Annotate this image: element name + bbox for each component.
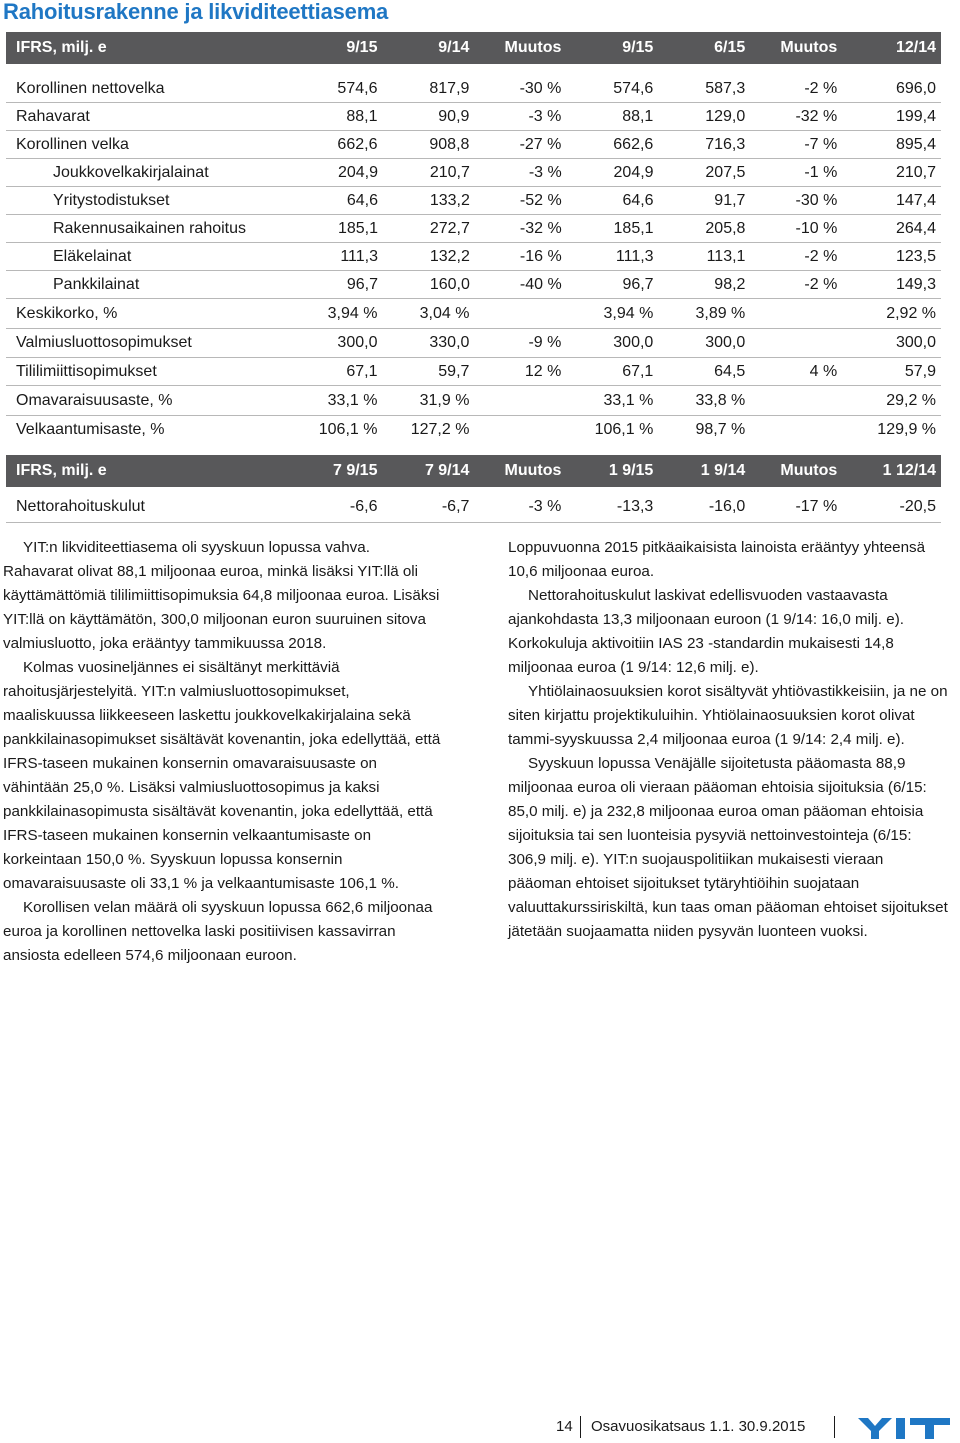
table-cell: 204,9	[613, 163, 654, 181]
table-row	[6, 131, 941, 159]
header-col: Muutos	[780, 462, 838, 479]
table-cell: 33,8 %	[695, 391, 746, 409]
row-label: Valmiusluottosopimukset	[16, 334, 192, 351]
table-cell: -2 %	[804, 247, 838, 265]
table-header	[6, 32, 941, 64]
table-cell: 113,1	[706, 247, 746, 265]
table-cell: 300,0	[705, 334, 746, 351]
paragraph: Syyskuun lopussa Venäjälle sijoitetusta pääomasta 88,9 miljoonaa euroa oli vieraan pääoman ehtoisia sijoituksia (6/15: 85,0 milj. e) ja 232,8 miljoonaa euroa oman pääoman ehtoisia sijoituksia tai sen luonteisia pysyviä nettoinvestointeja (6/15: 306,9 milj. e). YIT:n suojauspolitiikan mukaisesti vieraan pääoman ehtoiset sijoitukset tytäryhtiöihin suojataan valuuttakurssiriskiltä, kun taas oman pääoman ehtoiset sijoitukset jätetään suojaamatta niiden pysyvän luonteen vuoksi.	[508, 755, 948, 940]
table-cell: -16 %	[519, 247, 562, 265]
table-cell: -52 %	[519, 191, 562, 209]
header-label: IFRS, milj. e	[16, 39, 107, 56]
table-cell: -10 %	[795, 219, 838, 237]
table-cell: 330,0	[429, 334, 470, 351]
table-row	[6, 329, 941, 358]
row-label: Korollinen nettovelka	[16, 79, 165, 97]
table-cell: 3,94 %	[603, 304, 654, 322]
table-cell: -13,3	[616, 497, 654, 515]
row-label: Korollinen velka	[16, 135, 129, 153]
table-cell: 88,1	[622, 107, 654, 125]
table-cell: 160,0	[429, 275, 470, 293]
table-row	[6, 491, 941, 523]
left-text-column	[3, 536, 443, 968]
table-cell: 662,6	[613, 135, 654, 153]
document-title: Osavuosikatsaus 1.1. 30.9.2015	[591, 1418, 806, 1435]
table-cell: 91,7	[714, 191, 746, 209]
header-col: 7 9/15	[332, 462, 378, 479]
table-cell: 264,4	[895, 219, 936, 237]
table-cell: 185,1	[337, 219, 378, 237]
table-cell: -9 %	[528, 334, 562, 351]
table-cell: 111,3	[615, 247, 654, 265]
table-cell: 64,5	[714, 362, 746, 380]
paragraph: Kolmas vuosineljännes ei sisältänyt merkittäviä rahoitusjärjestelyitä. YIT:n valmiusluottosopimukset, maaliskuussa liikkeeseen laskettu joukkovelkakirjalaina sekä pankkilainasopimukset sisältävät kovenantin, joka edellyttää, että IFRS-taseen mukainen konsernin omavaraisuusaste on vähintään 25,0 %. Lisäksi valmiusluottosopimus ja kaksi pankkilainasopimusta sisältävät kovenantin, joka edellyttää, että IFRS-taseen mukainen konsernin velkaantumisaste on korkeintaan 150,0 %. Syyskuun lopussa konsernin omavaraisuusaste oli 33,1 % ja velkaantumisaste 106,1 %.	[3, 659, 441, 892]
table-cell: 64,6	[346, 191, 378, 209]
table-cell: 817,9	[429, 79, 470, 97]
table-cell: 662,6	[337, 135, 378, 153]
table-cell: 90,9	[438, 107, 470, 125]
table-cell: -30 %	[795, 191, 838, 209]
table-row	[6, 215, 941, 243]
table-cell: 300,0	[337, 334, 378, 351]
table-row	[6, 187, 941, 215]
table-cell: 574,6	[337, 79, 378, 97]
page-number: 14	[556, 1418, 573, 1435]
row-label: Keskikorko, %	[16, 304, 118, 322]
table-cell: 149,3	[895, 275, 936, 293]
row-label: Nettorahoituskulut	[16, 497, 145, 515]
table-cell: 88,1	[346, 107, 378, 125]
header-col: 9/15	[622, 39, 654, 56]
balance-table	[6, 32, 941, 444]
right-text-column	[508, 536, 948, 944]
table-cell: 33,1 %	[327, 391, 378, 409]
table-row	[6, 271, 941, 299]
table-cell: 587,3	[705, 79, 746, 97]
table-cell: 64,6	[622, 191, 654, 209]
header-col: Muutos	[780, 39, 838, 56]
table-cell: 31,9 %	[419, 391, 470, 409]
table-row	[6, 75, 941, 103]
footer-divider	[580, 1416, 581, 1438]
table-cell: 127,2 %	[410, 421, 470, 438]
table-row	[6, 243, 941, 271]
table-cell: 106,1 %	[594, 421, 654, 438]
row-label: Eläkelainat	[53, 247, 132, 265]
table-cell: 96,7	[346, 275, 378, 293]
page-footer	[0, 1416, 960, 1440]
table-cell: -27 %	[519, 135, 562, 153]
table-cell: -17 %	[795, 497, 838, 515]
header-col: 9/14	[438, 39, 470, 56]
table-cell: 908,8	[429, 135, 470, 153]
table-cell: 96,7	[622, 275, 654, 293]
table-cell: 2,92 %	[886, 304, 937, 322]
table-cell: -7 %	[804, 135, 838, 153]
header-label: IFRS, milj. e	[16, 462, 107, 479]
table-cell: 204,9	[337, 163, 378, 181]
table-cell: -2 %	[804, 275, 838, 293]
table-cell: 12 %	[524, 362, 562, 380]
row-label: Yritystodistukset	[53, 191, 170, 209]
table-cell: -6,7	[441, 497, 470, 515]
table-cell: 147,4	[895, 191, 936, 209]
table-cell: -2 %	[804, 79, 838, 97]
table-cell: 111,3	[340, 247, 378, 265]
row-label: Pankkilainat	[53, 275, 140, 293]
table-cell: 716,3	[705, 135, 746, 153]
paragraph: YIT:n likviditeettiasema oli syyskuun lopussa vahva. Rahavarat olivat 88,1 miljoonaa euroa, minkä lisäksi YIT:llä oli käyttämättömiä tililimiittisopimuksia 64,8 miljoonaa euroa. Lisäksi YIT:llä on käyttämätön, 300,0 miljoonan euron suuruinen sitova valmiusluotto, joka erääntyy tammikuussa 2018.	[3, 539, 440, 652]
table-body	[6, 75, 941, 444]
table-row	[6, 358, 941, 386]
row-label: Tililimiittisopimukset	[16, 362, 157, 380]
row-label: Velkaantumisaste, %	[16, 421, 165, 438]
table-cell: 210,7	[429, 163, 470, 181]
table-cell: 123,5	[895, 247, 936, 265]
table-cell: 133,2	[429, 191, 470, 209]
table-cell: 272,7	[429, 219, 470, 237]
table-cell: -1 %	[804, 163, 838, 181]
table-cell: 132,2	[429, 247, 470, 265]
table-cell: 57,9	[904, 362, 937, 380]
table-cell: 4 %	[809, 362, 838, 380]
header-col: Muutos	[504, 462, 562, 479]
table-cell: 33,1 %	[603, 391, 654, 409]
page-title: Rahoitusrakenne ja likviditeettiasema	[3, 0, 389, 24]
table-header	[6, 455, 941, 487]
table-row	[6, 159, 941, 187]
row-label: Rakennusaikainen rahoitus	[53, 219, 247, 237]
table-cell: 29,2 %	[886, 391, 937, 409]
table-cell: 98,7 %	[695, 421, 746, 438]
row-label: Rahavarat	[16, 107, 90, 125]
table-cell: 696,0	[895, 79, 937, 97]
table-cell: 895,4	[895, 135, 937, 153]
table-cell: 59,7	[438, 362, 470, 380]
table-cell: 129,0	[705, 107, 746, 125]
finance-cost-table	[6, 455, 941, 523]
header-col: 9/15	[346, 39, 378, 56]
table-cell: -20,5	[899, 497, 937, 515]
table-cell: 3,94 %	[327, 304, 378, 322]
table-cell: -3 %	[528, 107, 562, 125]
table-cell: -3 %	[528, 497, 562, 515]
table-cell: 67,1	[622, 362, 654, 380]
paragraph: Loppuvuonna 2015 pitkäaikaisista lainoista erääntyy yhteensä 10,6 miljoonaa euroa.	[508, 539, 926, 580]
table-row	[6, 103, 941, 131]
table-cell: 185,1	[613, 219, 654, 237]
header-col: Muutos	[504, 39, 562, 56]
table-cell: -3 %	[528, 163, 562, 181]
paragraph: Korollisen velan määrä oli syyskuun lopussa 662,6 miljoonaa euroa ja korollinen nettovelka laski positiivisen kassavirran ansiosta edelleen 574,6 miljoonaan euroon.	[3, 899, 433, 964]
table-cell: 129,9 %	[877, 421, 937, 438]
header-col: 7 9/14	[424, 462, 470, 479]
row-label: Joukkovelkakirjalainat	[53, 163, 209, 181]
footer-divider	[834, 1416, 835, 1438]
header-col: 6/15	[714, 39, 746, 56]
table-cell: 67,1	[346, 362, 378, 380]
paragraph: Yhtiölainaosuuksien korot sisältyvät yhtiövastikkeisiin, ja ne on siten kirjattu projektikuluihin. Yhtiölainaosuuksien korot olivat tammi-syyskuussa 2,4 miljoonaa euroa (1 9/14: 2,4 milj. e).	[508, 683, 948, 748]
table-cell: -32 %	[795, 107, 838, 125]
table-body	[6, 491, 941, 523]
table-cell: 106,1 %	[318, 421, 378, 438]
header-col: 1 9/14	[700, 462, 746, 479]
table-cell: 199,4	[895, 107, 937, 125]
table-cell: -16,0	[708, 497, 746, 515]
table-cell: 98,2	[714, 275, 746, 293]
table-row	[6, 299, 941, 329]
table-cell: 300,0	[895, 334, 937, 351]
table-cell: 205,8	[705, 219, 746, 237]
table-cell: -6,6	[349, 497, 378, 515]
header-col: 12/14	[895, 39, 937, 56]
table-cell: 574,6	[613, 79, 654, 97]
table-cell: 207,5	[705, 163, 746, 181]
table-cell: -32 %	[519, 219, 562, 237]
table-cell: 3,89 %	[695, 304, 746, 322]
table-cell: 210,7	[895, 163, 936, 181]
header-col: 1 12/14	[882, 462, 937, 479]
yit-logo-icon	[858, 1416, 954, 1440]
table-row	[6, 386, 941, 416]
table-cell: 300,0	[613, 334, 654, 351]
row-label: Omavaraisuusaste, %	[16, 391, 173, 409]
header-col: 1 9/15	[608, 462, 654, 479]
table-cell: 3,04 %	[419, 304, 470, 322]
table-row	[6, 416, 941, 444]
paragraph: Nettorahoituskulut laskivat edellisvuoden vastaavasta ajankohdasta 13,3 miljoonaan euroon (1 9/14: 16,0 milj. e). Korkokuluja aktivoitiin IAS 23 -standardin mukaisesti 14,8 miljoonaa euroa (1 9/14: 12,6 milj. e).	[508, 587, 904, 676]
table-cell: -30 %	[519, 79, 562, 97]
table-cell: -40 %	[519, 275, 562, 293]
